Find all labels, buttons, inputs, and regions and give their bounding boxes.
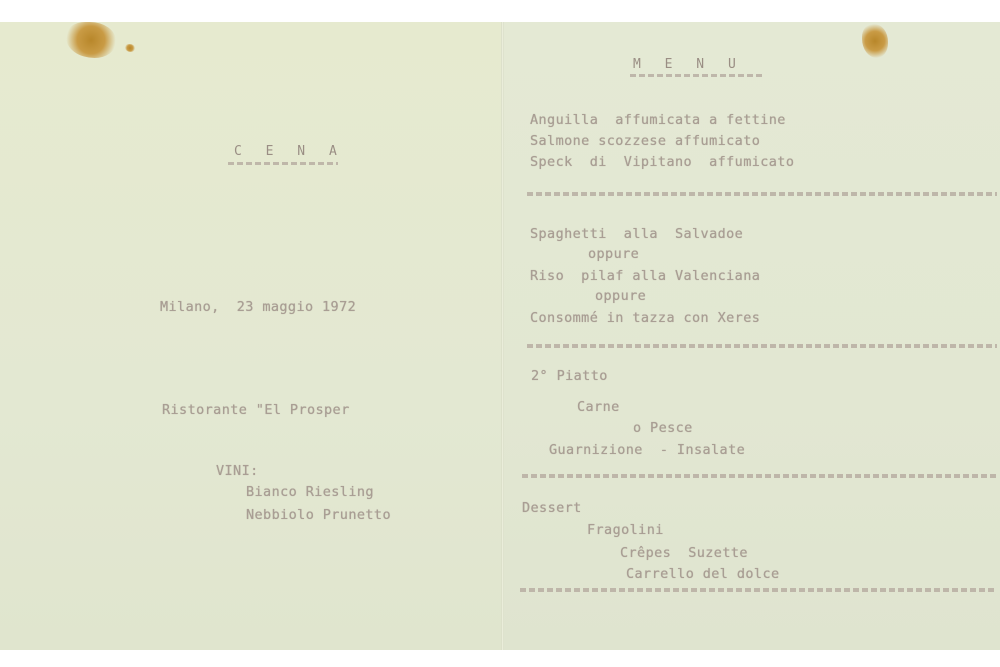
- menu-underline: [630, 74, 765, 77]
- cena-underline: [228, 162, 338, 165]
- stain-top-left-small: [125, 44, 135, 52]
- primo-item: Spaghetti alla Salvadoe: [530, 226, 744, 242]
- center-fold: [501, 22, 504, 650]
- dessert-label: Dessert: [522, 500, 582, 516]
- secondo-item: Guarnizione - Insalate: [549, 442, 746, 458]
- separator: [520, 588, 997, 592]
- restaurant-name: Ristorante "El Prosper: [162, 402, 350, 418]
- wine-item: Nebbiolo Prunetto: [246, 507, 391, 523]
- secondo-label: 2° Piatto: [531, 368, 608, 384]
- cena-heading: C E N A: [234, 144, 345, 159]
- place-date: Milano, 23 maggio 1972: [160, 299, 357, 315]
- stain-top-right: [862, 24, 888, 58]
- left-panel: [0, 22, 503, 650]
- separator: [522, 474, 997, 478]
- antipasto-item: Salmone scozzese affumicato: [530, 133, 761, 149]
- primo-oppure: oppure: [595, 288, 647, 304]
- menu-card: [0, 22, 1000, 650]
- separator: [527, 192, 997, 196]
- separator: [527, 344, 997, 348]
- dessert-item: Carrello del dolce: [626, 566, 780, 582]
- dessert-item: Fragolini: [587, 522, 664, 538]
- wine-item: Bianco Riesling: [246, 484, 374, 500]
- dessert-item: Crêpes Suzette: [620, 545, 748, 561]
- primo-item: Consommé in tazza con Xeres: [530, 310, 761, 326]
- secondo-item: o Pesce: [633, 420, 693, 436]
- menu-heading: M E N U: [633, 57, 744, 72]
- antipasto-item: Speck di Vipitano affumicato: [530, 154, 795, 170]
- secondo-item: Carne: [577, 399, 620, 415]
- antipasto-item: Anguilla affumicata a fettine: [530, 112, 786, 128]
- wines-label: VINI:: [216, 463, 259, 479]
- primo-oppure: oppure: [588, 246, 640, 262]
- primo-item: Riso pilaf alla Valenciana: [530, 268, 761, 284]
